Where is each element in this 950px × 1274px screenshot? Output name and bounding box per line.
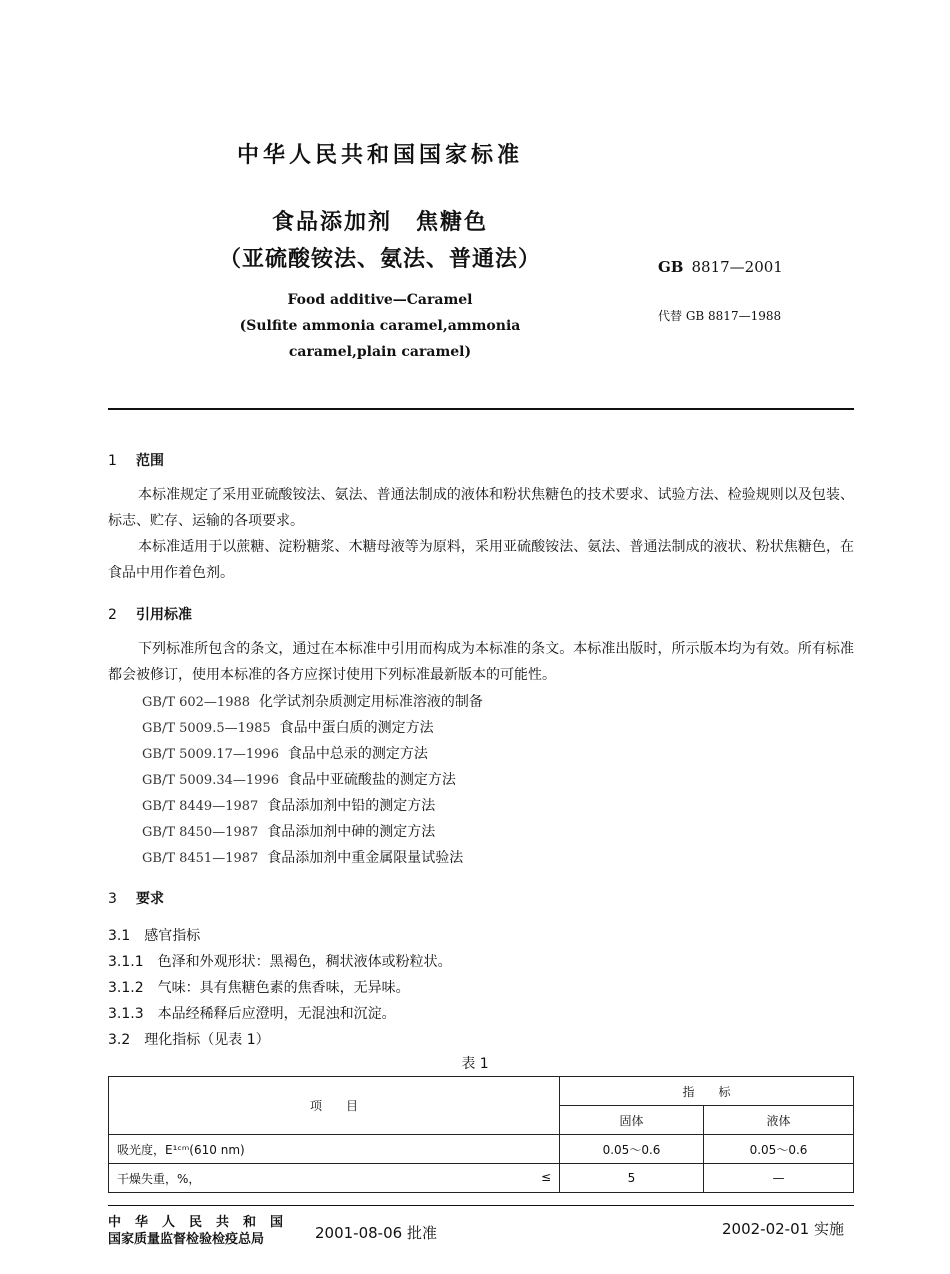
reference-item — [142, 847, 463, 867]
reference-item — [142, 795, 435, 815]
header-item: 项 目 — [109, 1077, 560, 1135]
title-en-line-3: caramel,plain caramel) — [288, 344, 472, 360]
title-cn-line-1: 食品添加剂 焦糖色 — [271, 210, 488, 235]
reference-title: 食品添加剂中重金属限量试验法 — [267, 850, 464, 866]
subsection-3-1-2: 3.1.2 气味：具有焦糖色素的焦香味，无异味。 — [108, 980, 410, 996]
reference-code: GB/T 8450—1987 — [142, 825, 259, 840]
section-1-paragraph-2: 本标准适用于以蔗糖、淀粉糖浆、木糖母液等为原料，采用亚硫酸铵法、氨法、普通法制成的液状、粉状焦糖色，在食品中用作着色剂。 — [108, 539, 854, 581]
row-item: 吸光度，E¹ᶜᵐ(610 nm) — [109, 1135, 560, 1164]
row-symbol: ≤ — [540, 1169, 551, 1184]
subsection-3-1-1: 3.1.1 色泽和外观形状：黑褐色，稠状液体或粉粒状。 — [108, 954, 452, 970]
reference-title: 食品添加剂中铅的测定方法 — [267, 798, 436, 814]
section-1-heading — [108, 450, 164, 470]
reference-title: 化学试剂杂质测定用标准溶液的制备 — [258, 694, 483, 710]
replaces-note: 代替 GB 8817—1988 — [658, 309, 782, 323]
reference-code: GB/T 8451—1987 — [142, 851, 259, 866]
reference-title: 食品中蛋白质的测定方法 — [279, 720, 434, 736]
reference-item — [142, 769, 456, 789]
footer-rule — [108, 1205, 854, 1206]
implementation-date: 2002-02-01 实施 — [722, 1220, 844, 1238]
row-item: 干燥失重，%， — [117, 1171, 201, 1186]
header-index: 指 标 — [560, 1077, 854, 1106]
reference-title: 食品添加剂中砷的测定方法 — [267, 824, 436, 840]
row-item-cell — [109, 1164, 560, 1193]
reference-code: GB/T 5009.34—1996 — [142, 773, 279, 788]
reference-item — [142, 743, 428, 763]
section-title: 引用标准 — [136, 607, 192, 623]
section-3-heading — [108, 888, 164, 908]
row-liquid: — — [704, 1164, 854, 1193]
approval-date: 2001-08-06 批准 — [315, 1224, 437, 1242]
title-en-line-1: Food additive—Caramel — [287, 292, 473, 308]
specification-table — [108, 1076, 854, 1193]
org-line-2: 国家质量监督检验检疫总局 — [108, 1232, 265, 1247]
row-solid: 5 — [560, 1164, 704, 1193]
reference-code: GB/T 8449—1987 — [142, 799, 259, 814]
subsection-3-1-3: 3.1.3 本品经稀释后应澄明，无混浊和沉淀。 — [108, 1006, 396, 1022]
table-row — [109, 1164, 854, 1193]
gb-number: 8817—2001 — [691, 258, 783, 276]
reference-code: GB/T 5009.5—1985 — [142, 721, 271, 736]
section-2-paragraph: 下列标准所包含的条文，通过在本标准中引用而构成为本标准的条文。本标准出版时，所示版本均为有效。所有标准都会被修订，使用本标准的各方应探讨使用下列标准最新版本的可能性。 — [108, 641, 854, 683]
reference-item — [142, 821, 435, 841]
section-number: 1 — [108, 453, 117, 469]
standard-number — [658, 258, 783, 276]
reference-item — [142, 717, 434, 737]
section-title: 要求 — [136, 891, 164, 907]
reference-item — [142, 691, 483, 711]
table-caption: 表 1 — [461, 1056, 489, 1072]
reference-title: 食品中总汞的测定方法 — [287, 746, 428, 762]
subsection-3-2: 3.2 理化指标（见表 1） — [108, 1032, 270, 1048]
row-solid: 0.05～0.6 — [560, 1135, 704, 1164]
reference-code: GB/T 5009.17—1996 — [142, 747, 279, 762]
issuing-organization — [108, 1214, 297, 1248]
section-1-paragraph-1: 本标准规定了采用亚硫酸铵法、氨法、普通法制成的液体和粉状焦糖色的技术要求、试验方法、检验规则以及包装、标志、贮存、运输的各项要求。 — [108, 487, 854, 529]
reference-code: GB/T 602—1988 — [142, 695, 251, 710]
section-number: 3 — [108, 891, 117, 907]
header-rule — [108, 408, 854, 410]
org-line-1: 中华人民共和国 — [108, 1215, 298, 1230]
title-en-line-2: (Sulfite ammonia caramel,ammonia — [239, 318, 521, 334]
header-solid: 固体 — [560, 1106, 704, 1135]
row-liquid: 0.05～0.6 — [704, 1135, 854, 1164]
gb-prefix: GB — [658, 258, 684, 276]
reference-title: 食品中亚硫酸盐的测定方法 — [287, 772, 456, 788]
subsection-3-1: 3.1 感官指标 — [108, 928, 201, 944]
section-title: 范围 — [136, 453, 164, 469]
header-liquid: 液体 — [704, 1106, 854, 1135]
title-cn-line-2: （亚硫酸铵法、氨法、普通法） — [218, 247, 541, 272]
section-2-heading — [108, 604, 192, 624]
section-number: 2 — [108, 607, 117, 623]
table-row — [109, 1135, 854, 1164]
national-standard-heading: 中华人民共和国国家标准 — [236, 143, 523, 168]
